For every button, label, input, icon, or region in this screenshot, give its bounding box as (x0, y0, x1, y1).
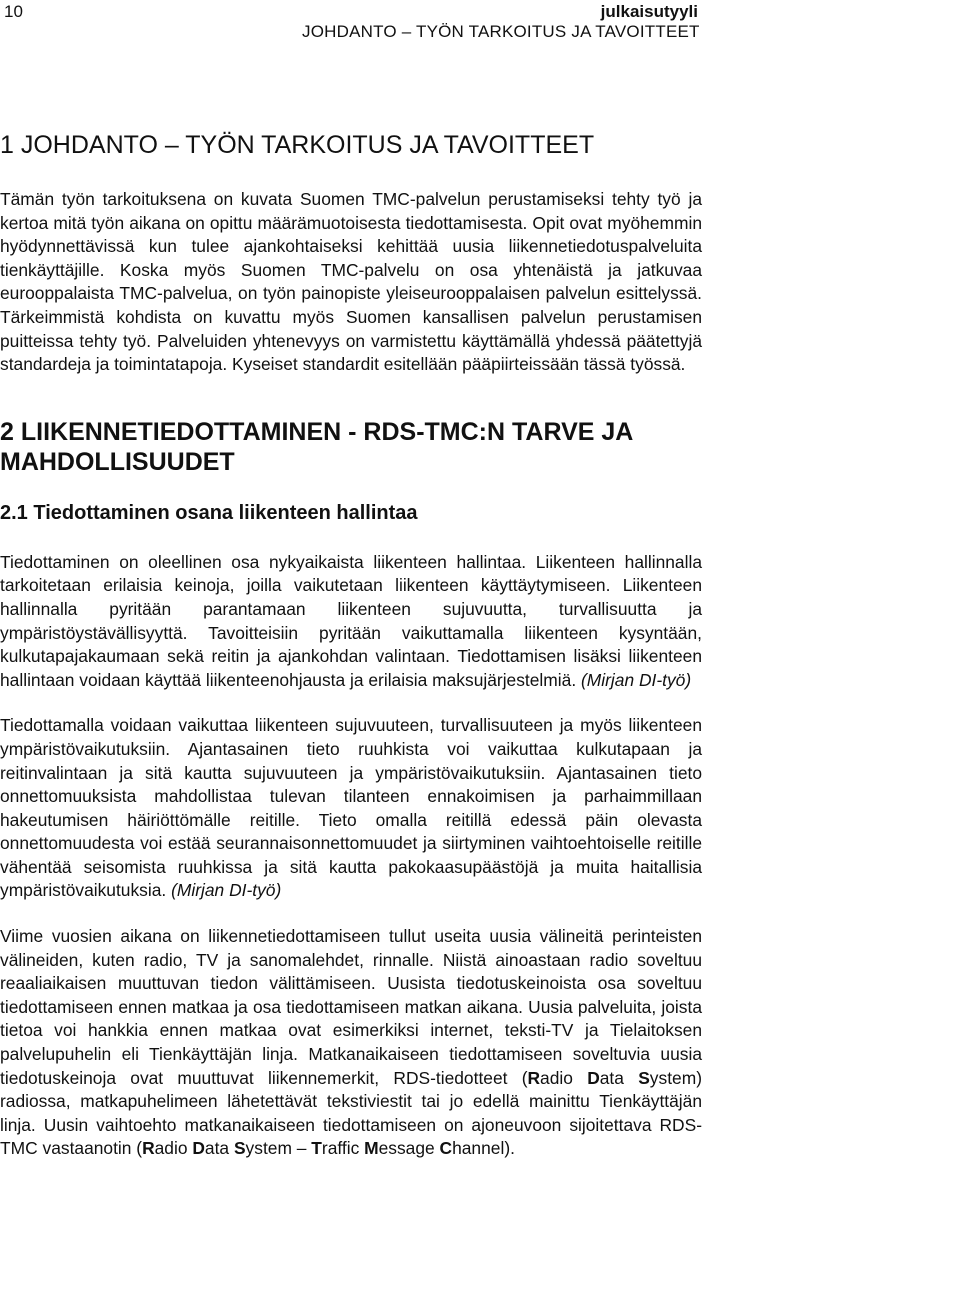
paragraph-text: ) radiossa, matkapuhelimeen lähetettävät tekstiviestit tai jo edellä mainittu Tienkäyttäjän linja. Uusin vaihtoehto matkanaikaiseen tiedottamiseen on ajoneuvoon sijoitettava RDS-TMC vastaanotin ( (0, 1067, 702, 1159)
acronym-letter: R (527, 1067, 541, 1088)
section-2-1-paragraph-2 (0, 714, 702, 903)
acronym-letter: T (311, 1138, 322, 1159)
acronym-rest: ata (204, 1138, 234, 1159)
acronym-rest: essage (378, 1138, 440, 1159)
acronym-letter: C (439, 1138, 453, 1159)
source-reference: (Mirjan DI-työ) (581, 669, 692, 690)
section-2-1-heading: 2.1 Tiedottaminen osana liikenteen hallintaa (0, 501, 418, 524)
section-2-1-paragraph-1 (0, 551, 702, 693)
acronym-letter: D (192, 1138, 205, 1159)
acronym-letter: M (364, 1138, 379, 1159)
acronym-rest: raffic (321, 1138, 365, 1159)
section-2-1-paragraph-3 (0, 925, 702, 1161)
acronym-letter: R (142, 1138, 155, 1159)
running-head: JOHDANTO – TYÖN TARKOITUS JA TAVOITTEET (302, 22, 700, 41)
acronym-rest: ata (599, 1067, 624, 1088)
section-1-paragraph: Tämän työn tarkoituksena on kuvata Suomen TMC-palvelun perustamiseksi tehty työ ja kertoa mitä työn aikana on opittu määrämuotoisesta tiedottamisesta. Opit ovat myöhemmin hyödynnettävissä kun tulee ajankohtaiseksi kehittää uusia liikennetiedotuspalveluita tienkäyttäjille. Koska myös Suomen TMC-palvelu on osa yhtenäistä ja jatkuvaa eurooppalaista TMC-palvelua, on työn painopiste yleiseurooppalaisen palvelun esittelyssä. Tärkeimmistä kohdista on kuvattu myös Suomen kansallisen palvelun perustamisen puitteissa tehty työ. Palveluiden yhtenevyys on varmistettu käyttämällä yhdessä päätettyjä standardeja ja toimintatapoja. Kyseiset standardit esitellään pääpiirteissään tässä työssä. (0, 189, 702, 375)
acronym-letter: S (638, 1067, 650, 1088)
page-number: 10 (4, 2, 23, 21)
acronym-rest: adio (154, 1138, 193, 1159)
section-1-heading: 1 JOHDANTO – TYÖN TARKOITUS JA TAVOITTEET (0, 131, 595, 159)
paragraph-text: ). (504, 1138, 515, 1159)
section-2-heading: 2 LIIKENNETIEDOTTAMINEN - RDS-TMC:N TARVE JA MAHDOLLISUUDET (0, 417, 633, 476)
acronym-rest: adio (540, 1067, 588, 1088)
paragraph-text: Viime vuosien aikana on liikennetiedottamiseen tullut useita uusia välineitä perinteisten välineiden, kuten radio, TV ja sanomalehdet, rinnalle. Niistä ainoastaan radio soveltuu reaaliaikaisen muuttuvan tiedon välittämiseen. Uusista tiedotuskeinoista osa soveltuu tiedottamiseen ennen matkaa ja osa tiedottamiseen matkan aikana. Uusia palveluita, joista tietoa voi hankkia ennen matkaa ovat esimerkiksi internet, teksti-TV ja Tielaitoksen palvelupuhelin eli Tienkäyttäjän linja. Matkanaikaiseen tiedottamiseen soveltuvia uusia tiedotuskeinoja ovat muuttuvat liikennemerkit, RDS-tiedotteet ( (0, 926, 702, 1088)
paragraph-text: Tiedottaminen on oleellinen osa nykyaikaista liikenteen hallintaa. Liikenteen hallinnalla tarkoitetaan erilaisia keinoja, joilla vaikutetaan liikenteen käyttäytymiseen. Liikenteen hallinnalla pyritään parantamaan liikenteen sujuvuutta, turvallisuutta ja ympäristöystävällisyyttä. Tavoitteisiin pyritään vaikuttamalla liikenteen kysyntään, kulkutapajakaumaan sekä reitin ja ajankohdan valintaan. Tiedottamisen lisäksi liikenteen hallintaan voidaan käyttää liikenteenohjausta ja erilaisia maksujärjestelmiä. (0, 551, 702, 690)
acronym-letter: S (233, 1138, 246, 1159)
acronym-rest: ystem (649, 1067, 697, 1088)
paragraph-text: Tiedottamalla voidaan vaikuttaa liikenteen sujuvuuteen, turvallisuuteen ja myös liikenteen ympäristövaikutuksiin. Ajantasainen tieto ruuhkista voi vaikuttaa kulkutapaan ja reitinvalintaan ja sitä kautta sujuvuuteen ja ympäristövaikutuksiin. Ajantasainen tieto onnettomuuksista mahdollistaa tulevan tilanteen ennakoimisen ja parhaimmillaan hakeutumisen häiriöttömälle reitille. Tieto omalla reitillä edessä päin olevasta onnettomuudesta voi estää seurannaisonnettomuudet ja siirtyminen vaihtoehtoiselle reitille vähentää seisomista ruuhkissa ja sitä kautta pakokaasupäästöjä ja muita haitallisia ympäristövaikutuksia. (0, 715, 702, 901)
acronym-rest: hannel (452, 1138, 505, 1159)
acronym-separator: – (291, 1138, 312, 1159)
source-reference: (Mirjan DI-työ) (171, 880, 282, 901)
acronym-letter: D (587, 1067, 600, 1088)
acronym-rest: ystem (245, 1138, 292, 1159)
series-name: julkaisutyyli (600, 2, 698, 21)
main-content (0, 128, 702, 1183)
